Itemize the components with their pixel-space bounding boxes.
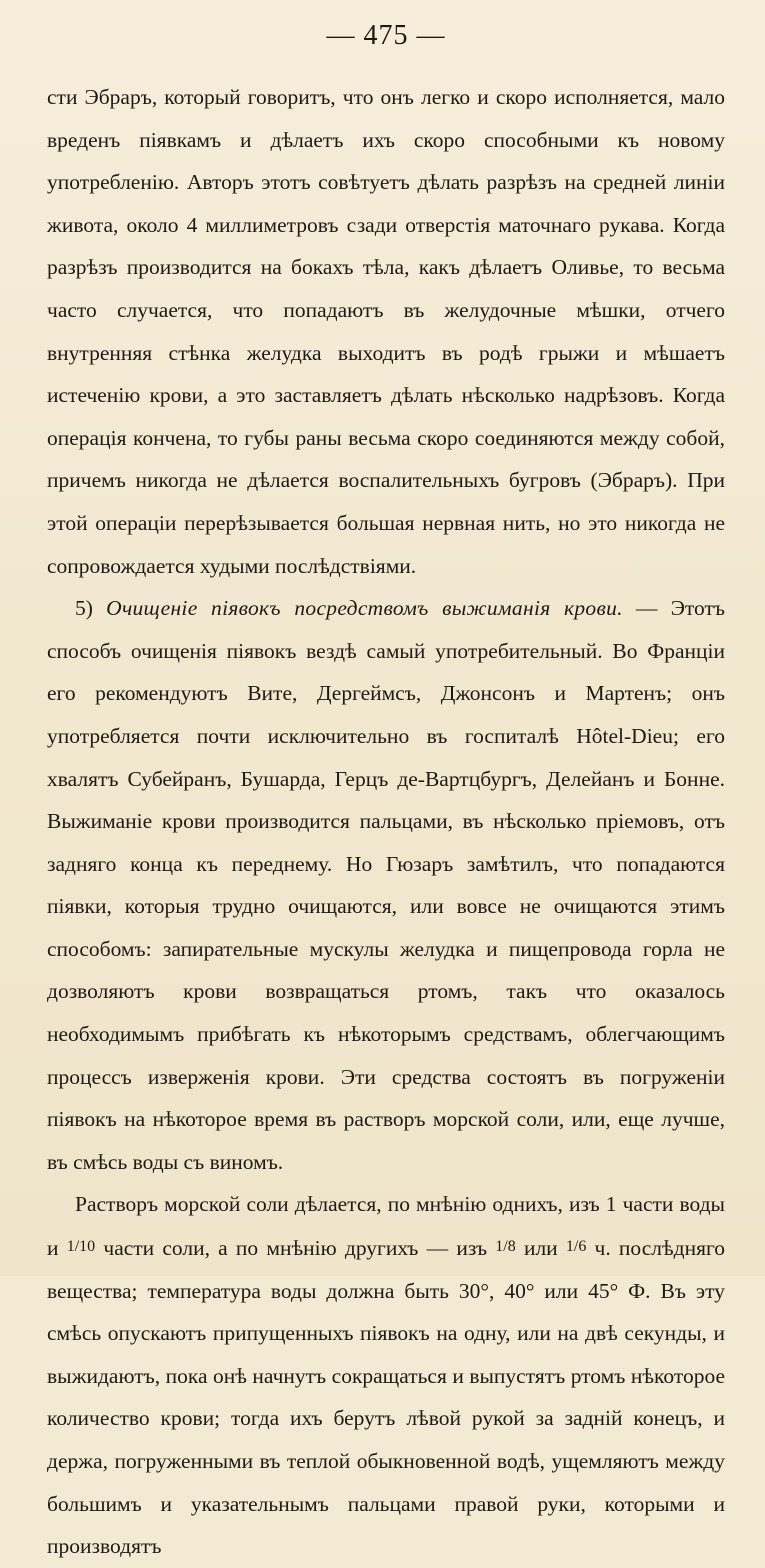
section-body-text: — Этотъ способъ очищенія піявокъ вездѣ самый употребительный. Во Франціи его рекомендуютъ Вите, Дергеймсъ, Джонсонъ и Мартенъ; онъ употребляется почти исключительно въ госпиталѣ Hôtel-Dieu; его хвалятъ Субейранъ, Бушарда, Герцъ де-Вартцбургъ, Делейанъ и Бонне. Выжиманіе крови производится пальцами, въ нѣсколько пріемовъ, отъ задняго конца къ переднему. Но Гюзаръ замѣтилъ, что попадаются піявки, которыя трудно очищаются, или вовсе не очищаются этимъ способомъ: запирательные мускулы желудка и пищепровода горла не дозволяютъ крови возвращаться ртомъ, такъ что оказалось необходимымъ прибѣгать къ нѣкоторымъ средствамъ, облегчающимъ процессъ изверженія крови. Эти средства состоятъ въ погруженіи піявокъ на нѣкоторое время въ растворъ морской соли, или, еще лучше, въ смѣсь воды съ виномъ. — [47, 596, 726, 1174]
paragraph-continuation-text: сти Эбраръ, который говоритъ, что онъ легко и скоро исполняется, мало вреденъ піявкамъ и дѣлаетъ ихъ скоро способными къ новому употребленію. Авторъ этотъ совѣтуетъ дѣлать разрѣзъ на средней линіи живота, около 4 миллиметровъ сзади отверстія маточнаго рукава. Когда разрѣзъ производится на бокахъ тѣла, какъ дѣлаетъ Оливье, то весьма часто случается, что попадаютъ въ желудочные мѣшки, отчего внутренняя стѣнка желудка выходитъ въ родѣ грыжи и мѣшаетъ истеченію крови, а это заставляетъ дѣлать нѣсколько надрѣзовъ. Когда операція кончена, то губы раны весьма скоро соединяются между собой, причемъ никогда не дѣлается воспалительныхъ бугровъ (Эбраръ). При этой операціи перерѣзывается большая нервная нить, но это никогда не сопровождается худыми послѣдствіями. — [47, 85, 725, 578]
paragraph-section-5 — [47, 587, 725, 1183]
fraction-one-eighth: 1/8 — [495, 1238, 516, 1256]
paragraph-solution — [47, 1183, 725, 1567]
paragraph-continuation — [47, 76, 725, 587]
solution-text-c: или — [523, 1236, 558, 1261]
solution-text-d: ч. послѣдняго вещества; температура воды должна быть 30°, 40° или 45° Ф. Въ эту смѣсь опускаютъ припущенныхъ піявокъ на одну, или на двѣ секунды, и выжидаютъ, пока онѣ начнутъ сокращаться и выпустятъ ртомъ нѣкоторое количество крови; тогда ихъ берутъ лѣвой рукой за задній конецъ, и держа, погруженными въ теплой обыкновенной водѣ, ущемляютъ между большимъ и указательнымъ пальцами правой руки, которыми и производятъ — [47, 1236, 726, 1559]
solution-text-a: Растворъ морской соли дѣлается, по мнѣнію однихъ, изъ 1 части воды и — [47, 1192, 725, 1261]
section-heading: Очищеніе піявокъ посредствомъ выжиманія крови. — [106, 596, 623, 621]
solution-text-b: части соли, а по мнѣнію другихъ — изъ — [103, 1236, 488, 1261]
fraction-one-tenth: 1/10 — [66, 1238, 96, 1256]
section-number: 5) — [75, 596, 93, 621]
fraction-one-sixth: 1/6 — [565, 1238, 587, 1256]
page-number: — 475 — — [326, 20, 446, 51]
